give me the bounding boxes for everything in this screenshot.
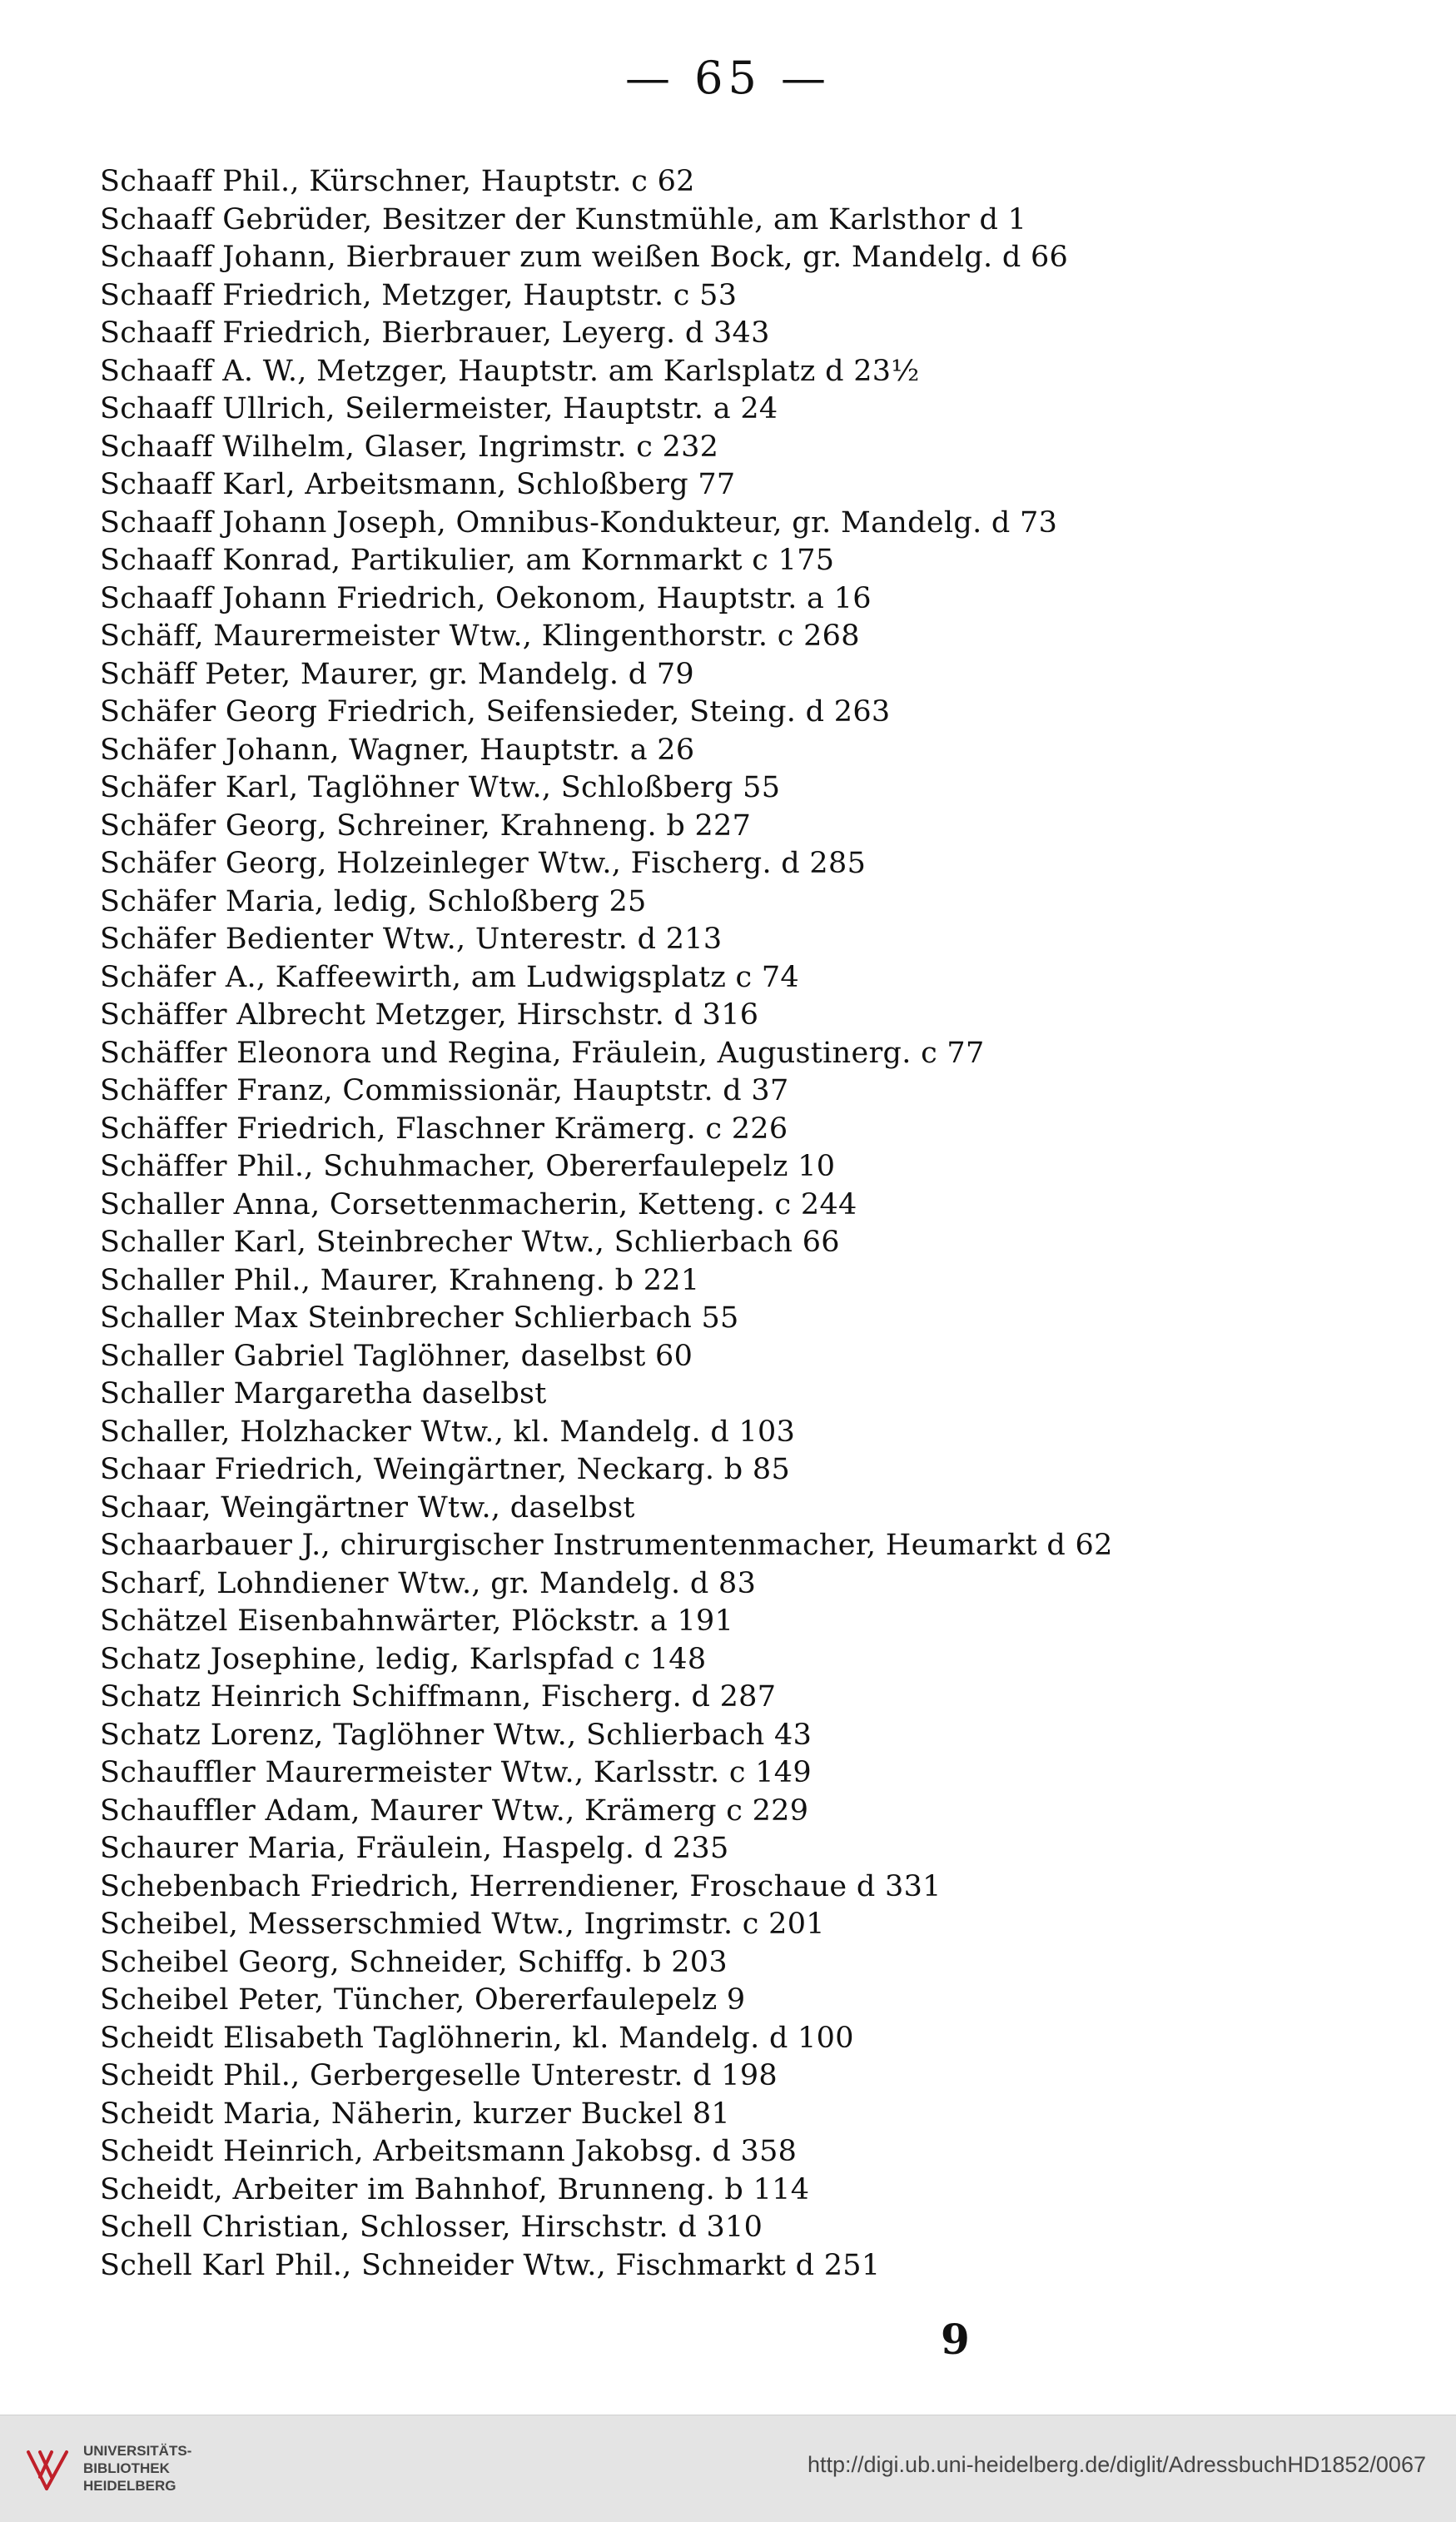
- directory-entry: Schaller Margaretha daselbst: [100, 1377, 547, 1410]
- library-name: [83, 2442, 191, 2495]
- directory-entry: Schäffer Franz, Commissionär, Hauptstr. d 37: [100, 1074, 789, 1107]
- directory-entry: Schatz Josephine, ledig, Karlspfad c 148: [100, 1642, 707, 1676]
- page-number: — 65 —: [624, 52, 832, 104]
- directory-entry: Schäff, Maurermeister Wtw., Klingenthorstr. c 268: [100, 619, 860, 653]
- directory-entry: Schäffer Eleonora und Regina, Fräulein, Augustinerg. c 77: [100, 1036, 985, 1070]
- directory-entry: Schaarbauer J., chirurgischer Instrumentenmacher, Heumarkt d 62: [100, 1529, 1113, 1562]
- signature-mark: 9: [941, 2315, 970, 2364]
- directory-entry: Schell Christian, Schlosser, Hirschstr. d 310: [100, 2211, 763, 2244]
- directory-entry: Schaaff Gebrüder, Besitzer der Kunstmühle, am Karlsthor d 1: [100, 202, 1027, 236]
- ub-heidelberg-logo-icon: [22, 2444, 75, 2497]
- directory-entry: Schell Karl Phil., Schneider Wtw., Fischmarkt d 251: [100, 2248, 881, 2282]
- directory-entry: Scharf, Lohndiener Wtw., gr. Mandelg. d 83: [100, 1566, 757, 1600]
- directory-entry: Schätzel Eisenbahnwärter, Plöckstr. a 191: [100, 1604, 734, 1638]
- directory-entry: Scheibel Peter, Tüncher, Obererfaulepelz 9: [100, 1983, 746, 2017]
- library-name-line: BIBLIOTHEK: [83, 2460, 170, 2476]
- directory-entry: Scheidt Maria, Näherin, kurzer Buckel 81: [100, 2097, 730, 2131]
- directory-entry: Schaaff Karl, Arbeitsmann, Schloßberg 77: [100, 468, 736, 501]
- directory-entry: Schäffer Albrecht Metzger, Hirschstr. d 316: [100, 998, 759, 1032]
- directory-entry: Schaaff Johann Friedrich, Oekonom, Hauptstr. a 16: [100, 581, 872, 615]
- directory-entry: Scheidt, Arbeiter im Bahnhof, Brunneng. b 114: [100, 2172, 810, 2206]
- directory-entry: Schaaff Phil., Kürschner, Hauptstr. c 62: [100, 165, 695, 198]
- directory-entries: [100, 163, 1365, 2285]
- library-name-line: HEIDELBERG: [83, 2478, 176, 2494]
- directory-entry: Scheidt Elisabeth Taglöhnerin, kl. Mandelg. d 100: [100, 2021, 854, 2055]
- directory-entry: Schaaff A. W., Metzger, Hauptstr. am Karlsplatz d 23½: [100, 354, 920, 388]
- directory-entry: Schäfer Karl, Taglöhner Wtw., Schloßberg 55: [100, 771, 781, 804]
- directory-entry: Schauffler Maurermeister Wtw., Karlsstr. c 149: [100, 1756, 812, 1789]
- library-name-line: UNIVERSITÄTS-: [83, 2443, 192, 2459]
- directory-entry: Scheibel Georg, Schneider, Schiffg. b 203: [100, 1945, 728, 1979]
- directory-entry: Schaaff Johann, Bierbrauer zum weißen Bock, gr. Mandelg. d 66: [100, 241, 1069, 274]
- directory-entry: Schaaff Wilhelm, Glaser, Ingrimstr. c 232: [100, 430, 719, 464]
- directory-entry: Schaller Karl, Steinbrecher Wtw., Schlierbach 66: [100, 1226, 840, 1259]
- directory-entry: Schatz Lorenz, Taglöhner Wtw., Schlierbach 43: [100, 1718, 812, 1752]
- directory-entry: Schäfer A., Kaffeewirth, am Ludwigsplatz c 74: [100, 960, 799, 994]
- directory-entry: Schaller, Holzhacker Wtw., kl. Mandelg. d 103: [100, 1415, 796, 1449]
- directory-entry: Schaaff Johann Joseph, Omnibus-Kondukteur, gr. Mandelg. d 73: [100, 505, 1058, 540]
- directory-entry: Schauffler Adam, Maurer Wtw., Krämerg c 229: [100, 1793, 809, 1828]
- directory-entry: Schaaff Ullrich, Seilermeister, Hauptstr. a 24: [100, 392, 778, 425]
- directory-entry: Schäfer Johann, Wagner, Hauptstr. a 26: [100, 733, 695, 767]
- directory-entry: Schaller Gabriel Taglöhner, daselbst 60: [100, 1339, 693, 1373]
- directory-entry: Schaaff Friedrich, Bierbrauer, Leyerg. d 343: [100, 316, 770, 350]
- source-url[interactable]: http://digi.ub.uni-heidelberg.de/diglit/AdressbuchHD1852/0067: [807, 2452, 1426, 2477]
- directory-entry: Schaller Phil., Maurer, Krahneng. b 221: [100, 1263, 700, 1297]
- directory-entry: Schaurer Maria, Fräulein, Haspelg. d 235: [100, 1832, 729, 1865]
- directory-entry: Schaaff Friedrich, Metzger, Hauptstr. c 53: [100, 278, 738, 312]
- directory-entry: Scheibel, Messerschmied Wtw., Ingrimstr. c 201: [100, 1908, 825, 1941]
- directory-entry: Schäfer Georg Friedrich, Seifensieder, Steing. d 263: [100, 695, 891, 729]
- directory-entry: Schaller Anna, Corsettenmacherin, Ketteng. c 244: [100, 1187, 857, 1221]
- directory-entry: Schäfer Georg, Schreiner, Krahneng. b 227: [100, 808, 752, 843]
- directory-entry: Schäffer Friedrich, Flaschner Krämerg. c 226: [100, 1112, 788, 1146]
- directory-entry: Schäffer Phil., Schuhmacher, Obererfaulepelz 10: [100, 1150, 836, 1183]
- directory-entry: Schäfer Georg, Holzeinleger Wtw., Fischerg. d 285: [100, 847, 867, 880]
- directory-entry: Schäfer Bedienter Wtw., Unterestr. d 213: [100, 923, 723, 956]
- directory-entry: Schäff Peter, Maurer, gr. Mandelg. d 79: [100, 657, 694, 691]
- directory-entry: Schaar, Weingärtner Wtw., daselbst: [100, 1490, 635, 1525]
- footer-bar: [0, 2415, 1456, 2522]
- directory-entry: Schaar Friedrich, Weingärtner, Neckarg. b 85: [100, 1453, 791, 1486]
- directory-entry: Schatz Heinrich Schiffmann, Fischerg. d 287: [100, 1680, 777, 1714]
- directory-entry: Scheidt Phil., Gerbergeselle Unterestr. d 198: [100, 2059, 778, 2092]
- directory-entry: Scheidt Heinrich, Arbeitsmann Jakobsg. d 358: [100, 2135, 798, 2168]
- directory-entry: Schaaff Konrad, Partikulier, am Kornmarkt c 175: [100, 544, 835, 577]
- directory-entry: Schäfer Maria, ledig, Schloßberg 25: [100, 884, 647, 918]
- directory-entry: Schebenbach Friedrich, Herrendiener, Froschaue d 331: [100, 1869, 942, 1903]
- directory-entry: Schaller Max Steinbrecher Schlierbach 55: [100, 1301, 739, 1335]
